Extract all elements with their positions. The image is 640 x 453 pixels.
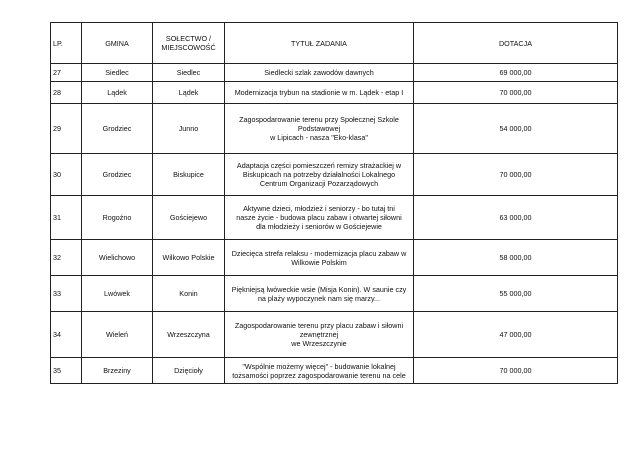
table-row: [51, 196, 618, 240]
row-solectwo: Dzięciołу: [153, 358, 225, 384]
table-row: [51, 82, 618, 104]
row-tytul: Aktywne dzieci, młodzież i seniorzy - bo tutaj tni nasze życie - budowa placu zabaw i otwartej siłowni dla młodzieży i seniorów w Gościejewie: [225, 196, 414, 240]
row-solectwo: Gościejewo: [153, 196, 225, 240]
row-lp: 28: [51, 82, 82, 104]
row-gmina: Lwówek: [82, 276, 153, 312]
row-lp: 29: [51, 104, 82, 154]
table-row: [51, 104, 618, 154]
row-lp: 33: [51, 276, 82, 312]
col-solectwo: SOŁECTWO / MIEJSCOWOŚĆ: [153, 23, 225, 64]
row-gmina: Grodziec: [82, 154, 153, 196]
row-solectwo: Junno: [153, 104, 225, 154]
row-solectwo: Lądek: [153, 82, 225, 104]
row-lp: 35: [51, 358, 82, 384]
table-row: [51, 154, 618, 196]
row-gmina: Siedlec: [82, 64, 153, 82]
row-tytul: Adaptacja części pomieszczeń remizy strażackiej w Biskupicach na potrzeby działalności Lokalnego Centrum Organizacji Pozarządowych: [225, 154, 414, 196]
row-tytul: "Wspólnie możemy więcej" - budowanie lokalnej tożsamości poprzez zagospodarowanie terenu na cele: [225, 358, 414, 384]
row-gmina: Wielichowo: [82, 240, 153, 276]
row-dotacja: 55 000,00: [414, 276, 618, 312]
row-gmina: Lądek: [82, 82, 153, 104]
row-solectwo: Konin: [153, 276, 225, 312]
row-dotacja: 54 000,00: [414, 104, 618, 154]
row-dotacja: 70 000,00: [414, 154, 618, 196]
row-gmina: Grodziec: [82, 104, 153, 154]
row-solectwo: Biskupice: [153, 154, 225, 196]
table-body: [51, 64, 618, 384]
row-gmina: Wieleń: [82, 312, 153, 358]
row-dotacja: 63 000,00: [414, 196, 618, 240]
row-dotacja: 70 000,00: [414, 82, 618, 104]
col-dotacja: DOTACJA: [414, 23, 618, 64]
table-row: [51, 240, 618, 276]
row-lp: 27: [51, 64, 82, 82]
grants-table: [50, 22, 618, 384]
row-solectwo: Wrzeszczyna: [153, 312, 225, 358]
row-dotacja: 70 000,00: [414, 358, 618, 384]
table-row: [51, 64, 618, 82]
header-row: [51, 23, 618, 64]
row-tytul: Zagospodarowanie terenu przy Społecznej Szkole Podstawowej w Lipicach - nasza "Eko-klasa": [225, 104, 414, 154]
row-tytul: Siedlecki szlak zawodów dawnych: [225, 64, 414, 82]
table-row: [51, 358, 618, 384]
col-lp: LP.: [51, 23, 82, 64]
row-lp: 30: [51, 154, 82, 196]
row-tytul: Zagospodarowanie terenu przy placu zabaw i siłowni zewnętrznej we Wrzeszczynie: [225, 312, 414, 358]
row-gmina: Rogoźno: [82, 196, 153, 240]
row-dotacja: 58 000,00: [414, 240, 618, 276]
row-tytul: Dziecięca strefa relaksu - modernizacja placu zabaw w Wilkowie Polskim: [225, 240, 414, 276]
table-row: [51, 312, 618, 358]
row-lp: 34: [51, 312, 82, 358]
row-lp: 32: [51, 240, 82, 276]
row-tytul: Piękniejsą lwóweckie wsie (Misja Konin). W saunie czy na plaży wypoczynek nam się marzy...: [225, 276, 414, 312]
row-gmina: Brzeziny: [82, 358, 153, 384]
table-row: [51, 276, 618, 312]
row-dotacja: 69 000,00: [414, 64, 618, 82]
row-tytul: Modernizacja trybun na stadionie w m. Lądek - etap I: [225, 82, 414, 104]
row-lp: 31: [51, 196, 82, 240]
row-dotacja: 47 000,00: [414, 312, 618, 358]
row-solectwo: Wilkowo Polskie: [153, 240, 225, 276]
col-tytul: TYTUŁ ZADANIA: [225, 23, 414, 64]
row-solectwo: Siedlec: [153, 64, 225, 82]
col-gmina: GMINA: [82, 23, 153, 64]
